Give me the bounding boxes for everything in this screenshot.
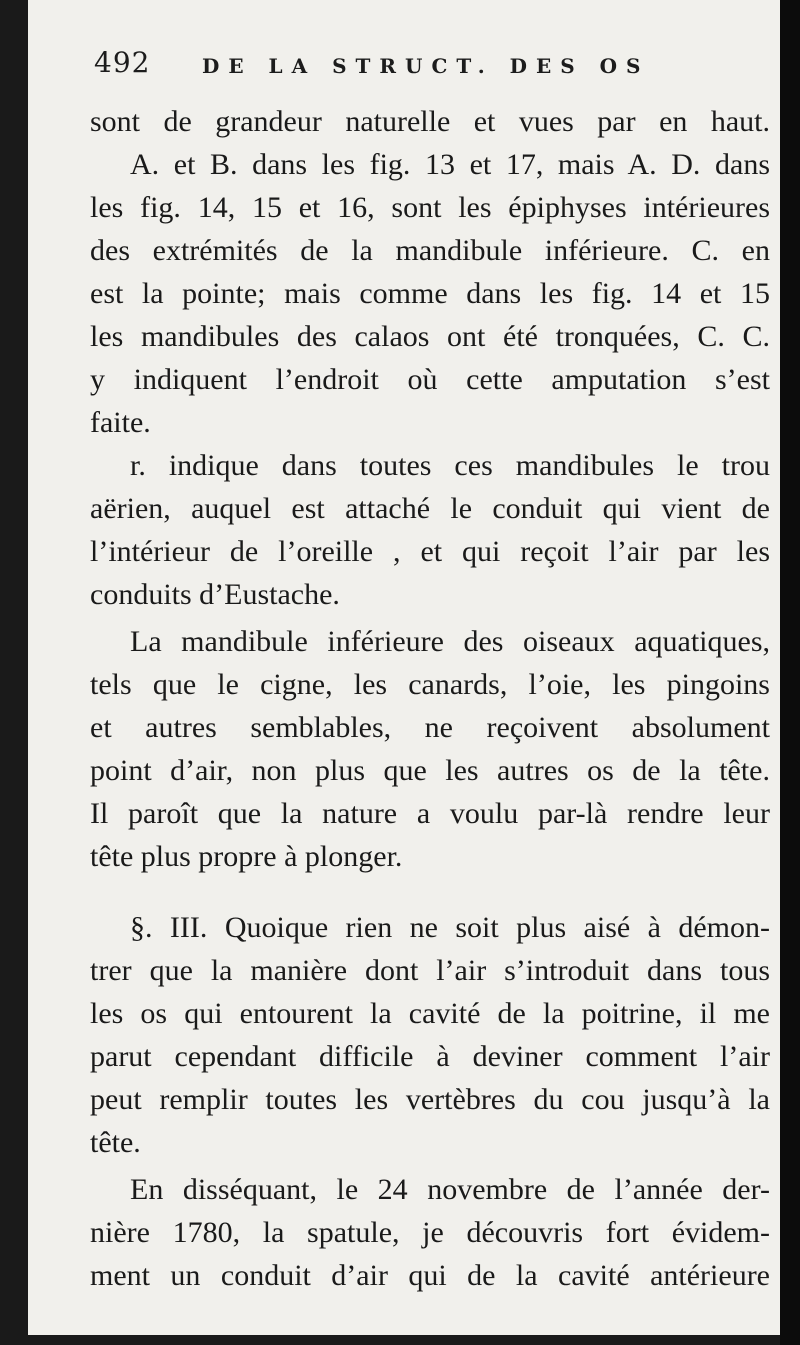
text-line: ment un conduit d’air qui de la cavité antérieure — [90, 1259, 770, 1292]
text-line: conduits d’Eustache. — [90, 578, 340, 611]
text-line: sont de grandeur naturelle et vues par en haut. — [90, 105, 770, 138]
text-line: les mandibules des calaos ont été tronquées, C. C. — [90, 320, 770, 353]
text-line: A. et B. dans les fig. 13 et 17, mais A. D. dans — [130, 148, 770, 181]
text-line: parut cependant difficile à deviner comment l’air — [90, 1040, 770, 1073]
text-line: tête. — [90, 1126, 141, 1159]
text-line: nière 1780, la spatule, je découvris fort évidem- — [90, 1216, 770, 1249]
page-text — [90, 100, 770, 1297]
text-line: tête plus propre à plonger. — [90, 840, 403, 873]
running-title: DE LA STRUCT. DES OS — [202, 54, 650, 78]
book-page — [28, 0, 780, 1335]
text-line: et autres semblables, ne reçoivent absolument — [90, 711, 770, 744]
page-number: 492 — [94, 46, 151, 79]
text-line: est la pointe; mais comme dans les fig. 14 et 15 — [90, 277, 770, 310]
text-line: peut remplir toutes les vertèbres du cou jusqu’à la — [90, 1083, 770, 1116]
running-head — [94, 46, 694, 86]
text-line: trer que la manière dont l’air s’introduit dans tous — [90, 954, 770, 987]
text-line: tels que le cigne, les canards, l’oie, les pingoins — [90, 668, 770, 701]
text-line: l’intérieur de l’oreille , et qui reçoit l’air par les — [90, 535, 770, 568]
text-line: La mandibule inférieure des oiseaux aquatiques, — [130, 625, 770, 658]
text-line: En disséquant, le 24 novembre de l’année der- — [130, 1173, 770, 1206]
text-line: §. III. Quoique rien ne soit plus aisé à démon- — [130, 911, 770, 944]
text-line: les os qui entourent la cavité de la poitrine, il me — [90, 997, 770, 1030]
text-line: faite. — [90, 406, 151, 439]
text-line: les fig. 14, 15 et 16, sont les épiphyses intérieures — [90, 191, 770, 224]
text-line: y indiquent l’endroit où cette amputation s’est — [90, 363, 770, 396]
text-line: Il paroît que la nature a voulu par-là rendre leur — [90, 797, 770, 830]
text-line: aërien, auquel est attaché le conduit qui vient de — [90, 492, 770, 525]
book-spine-shadow — [780, 0, 800, 1345]
text-line: r. indique dans toutes ces mandibules le trou — [130, 449, 770, 482]
text-line: des extrémités de la mandibule inférieure. C. en — [90, 234, 770, 267]
text-line: point d’air, non plus que les autres os de la tête. — [90, 754, 770, 787]
